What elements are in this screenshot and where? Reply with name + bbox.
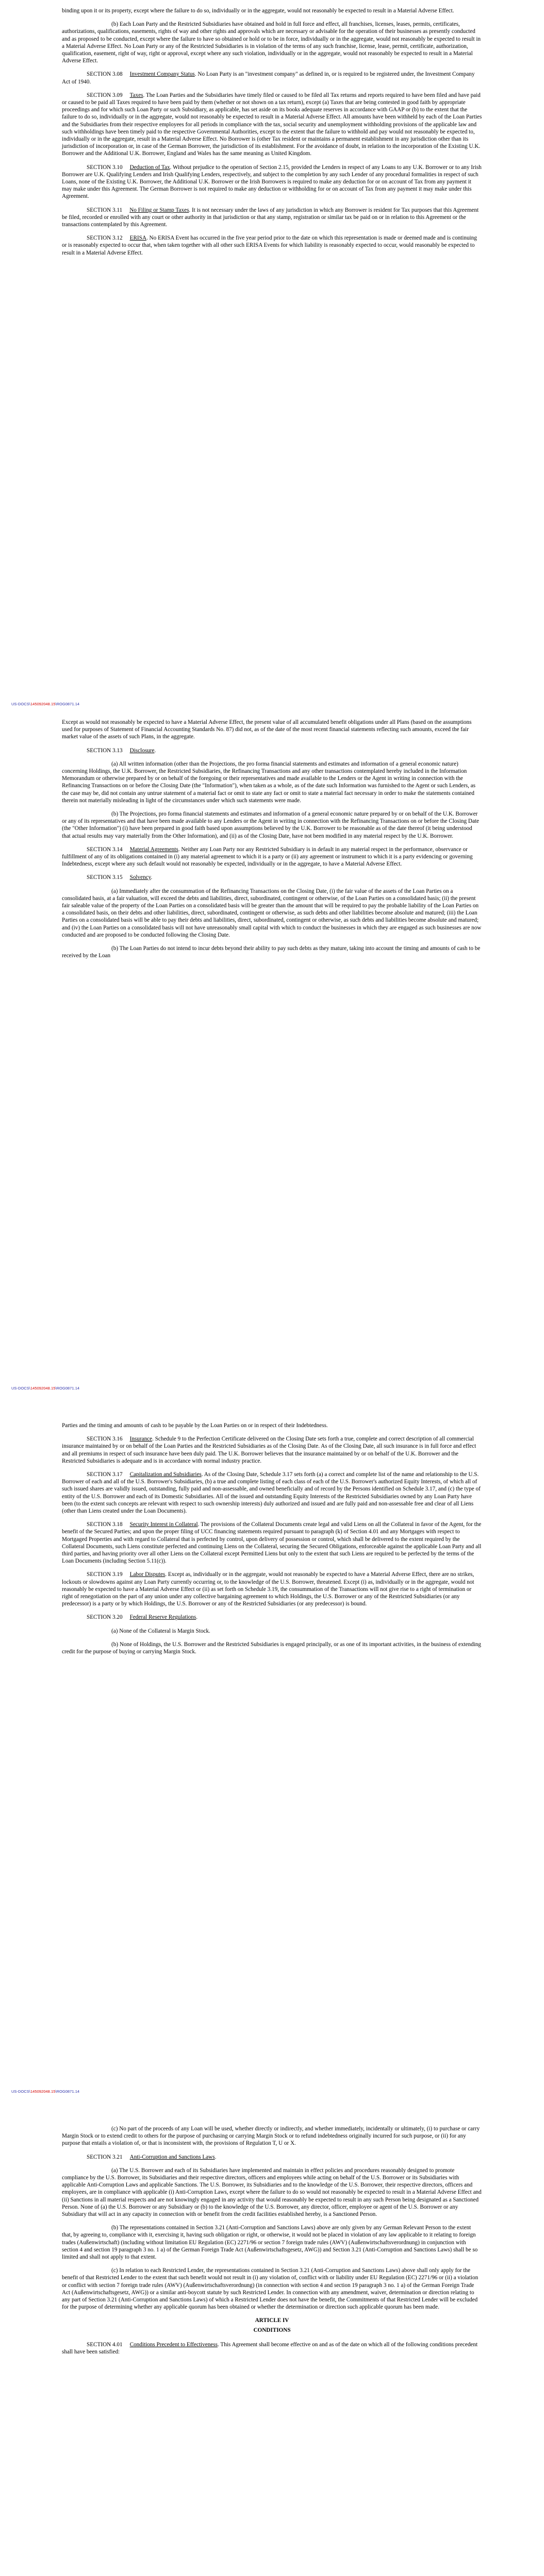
section-3-16: SECTION 3.16 Insurance. Schedule 9 to the Perfection Certificate delivered on the Closing Date sets forth a true, complete and correct description of all commercial insurance maintained by or on behalf of the Loan Parties and the Restricted Subsidiaries as of the Closing Date. As of the Closing Date, all such insurance is in full force and effect and all premiums in respect of such insurance have been duly paid. The U.K. Borrower believes that the insurance maintained by or on behalf of the U.K. Borrower and the Restricted Subsidiaries is adequate and is in accordance with normal industry practice.: [62, 1436, 476, 1464]
page-1-content: [62, 7, 482, 263]
section-3-21: SECTION 3.21 Anti-Corruption and Sanctions Laws.: [87, 2154, 217, 2160]
document-footer: US-DOCS\145092048.15\ROG0871.14: [11, 2089, 80, 2094]
paragraph: Except as would not reasonably be expected to have a Material Adverse Effect, the present value of all accumulated benefit obligations under all Plans (based on the assumptions used for purposes of Statement of Financial Accounting Standards No. 87) did not, as of the date of the most recent financial statements reflecting such amounts, exceed the fair market value of the assets of such Plans, in the aggregate.: [62, 719, 472, 740]
paragraph: (a) None of the Collateral is Margin Stock.: [111, 1628, 210, 1634]
section-title: Material Agreements: [129, 846, 178, 853]
paragraph: (a) All written information (other than the Projections, the pro forma financial statements and estimates and information of a general economic nature) concerning Holdings, the U.K. Borrower, the Restricted Subsidiaries, the Refinancing Transactions and any other transactions contemplated hereby included in the Information Memorandum or otherwise prepared by or on behalf of the foregoing or their representatives and made available to the Lenders or the Agent in writing in connection with the Refinancing Transactions on or before the Closing Date (the "Information"), when taken as a whole, as of the date such Information was furnished to the Agent or such Lenders, as the case may be, did not contain any untrue statement of a material fact or omit to state any fact or omit to state a material fact necessary in order to make the statements contained therein not materially misleading in light of the circumstances under which such statements were made.: [62, 760, 475, 804]
section-3-20: SECTION 3.20 Federal Reserve Regulations.: [87, 1614, 198, 1621]
page-3-content: [62, 1422, 482, 1662]
section-title: Taxes: [129, 92, 143, 98]
section-title: Anti-Corruption and Sanctions Laws: [129, 2154, 215, 2160]
section-3-10: SECTION 3.10 Deduction of Tax. Without prejudice to the operation of Section 2.15, provided the Lenders in respect of any Loans to any U.K. Borrower or to any Irish Borrower are U.K. Qualifying Lenders and Irish Qualifying Lenders, respectively, and subject to the completion by any such Lender of any procedural formalities in respect of such Loans, none of the Existing U.K. Borrower, the Additional U.K. Borrower or the Irish Borrowers is required to make any deduction for or on account of Tax from any payment it may make under this Agreement. The German Borrower is not required to make any deduction or withholding for or on account of Tax from any payment it may make under this Agreement.: [62, 164, 482, 200]
article-subheading: CONDITIONS: [253, 2327, 291, 2333]
paragraph: (a) The U.S. Borrower and each of its Subsidiaries have implemented and maintain in effect policies and procedures reasonably designed to promote compliance by the U.S. Borrower, its Subsidiaries and their respective directors, officers and employees while acting on behalf of the U.S. Borrower or its Subsidiaries with applicable Anti-Corruption Laws and applicable Sanctions. The U.S. Borrower, its Subsidiaries and to the knowledge of the U.S. Borrower, their respective directors, officers and employees, are in compliance with applicable (i) Anti-Corruption Laws, except where the failure to do so would not reasonably be expected to result in a Material Adverse Effect and (ii) Sanctions in all material respects and are not knowingly engaged in any activity that would reasonably be expected to result in any such Person being designated as a Sanctioned Person. None of (a) the U.S. Borrower or any Subsidiary or (b) to the knowledge of the U.S. Borrower, any director, officer, employee or agent of the U.S. Borrower or any Subsidiary that will act in any capacity in connection with or benefit from the credit facilities established hereby, is a Sanctioned Person.: [62, 2167, 482, 2218]
section-3-13: SECTION 3.13 Disclosure.: [87, 747, 156, 754]
page-4-content: [62, 2125, 482, 2362]
section-3-08: SECTION 3.08 Investment Company Status. No Loan Party is an "investment company" as defined in, or is required to be registered under, the Investment Company Act of 1940.: [62, 71, 475, 85]
section-title: Security Interest in Collateral: [129, 1521, 198, 1528]
paragraph: (b) None of Holdings, the U.S. Borrower and the Restricted Subsidiaries is engaged principally, or as one of its important activities, in the business of extending credit for the purpose of buying or carrying Margin Stock.: [62, 1641, 481, 1655]
section-3-15: SECTION 3.15 Solvency.: [87, 874, 153, 881]
document-footer: US-DOCS\145092048.15\ROG0871.14: [11, 702, 80, 706]
section-title: No Filing or Stamp Taxes: [129, 207, 189, 213]
section-3-18: SECTION 3.18 Security Interest in Collateral. The provisions of the Collateral Documents create legal and valid Liens on all the Collateral in favor of the Agent, for the benefit of the Secured Parties; and upon the proper filing of UCC financing statements required pursuant to paragraph (k) of Section 4.01 and any Mortgages with respect to Mortgaged Properties and with regard to Collateral that is perfected by control, upon delivery of possession or control, which shall be delivered to the extent required by the Collateral Documents, such Liens constitute perfected and continuing Liens on the Collateral, securing the Secured Obligations, enforceable against the applicable Loan Party and all third parties, and having priority over all other Liens on the Collateral except Permitted Liens but only to the extent that such Liens are required to be perfected by the terms of the Loan Documents (including Section 5.11(c)).: [62, 1521, 482, 1565]
section-title: Capitalization and Subsidiaries: [129, 1471, 202, 1478]
section-title: Disclosure: [129, 747, 155, 754]
section-3-09: SECTION 3.09 Taxes. The Loan Parties and the Subsidiaries have timely filed or caused to be filed all Tax returns and reports required to have been filed and have paid or caused to be paid all Taxes required to have been paid by them (whether or not shown on a tax return), except (a) Taxes that are being contested in good faith by appropriate proceedings and for which such Loan Party or such Subsidiary, as applicable, has set aside on its books adequate reserves in accordance with GAAP or (b) to the extent that the failure to do so, individually or in the aggregate, would not reasonably be expected to result in a Material Adverse Effect. All amounts have been withheld by each of the Loan Parties and the Subsidiaries from their respective employees for all periods in compliance with the tax, social security and unemployment withholding provisions of the applicable law and such withholdings have been timely paid to the respective Governmental Authorities, except to the extent that the failure to withhold and pay would not reasonably be expected to, individually or in the aggregate, result in a Material Adverse Effect. No Borrower is (other Tax resident or maintains a permanent establishment in any jurisdiction other than its jurisdiction of incorporation or, in case of the German Borrower, the jurisdiction of its establishment. For the avoidance of doubt, in relation to the incorporation of the Existing U.K. Borrower and the Additional U.K. Borrower, England and Wales has the same meaning as United Kingdom.: [62, 92, 482, 157]
section-title: Investment Company Status: [129, 71, 195, 78]
section-3-17: SECTION 3.17 Capitalization and Subsidiaries. As of the Closing Date, Schedule 3.17 sets forth (a) a correct and complete list of the name and relationship to the U.S. Borrower of each and all of the U.S. Borrower's Subsidiaries, (b) a true and complete listing of each class of each of the U.S. Borrower's authorized Equity Interests, of which all of such issued shares are validly issued, outstanding, fully paid and non-assessable, and owned beneficially and of record by the Persons identified on Schedule 3.17, and (c) the type of entity of the U.S. Borrower and each of its Domestic Subsidiaries. All of the issued and outstanding Equity Interests of the Restricted Subsidiaries owned by any Loan Party have been (to the extent such concepts are relevant with respect to such ownership interests) duly authorized and issued and are fully paid and non-assessable free and clear of all Liens (other than Liens created under the Loan Documents).: [62, 1471, 481, 1515]
paragraph: binding upon it or its property, except where the failure to do so, individually or in the aggregate, would not reasonably be expected to result in a Material Adverse Effect.: [62, 8, 454, 14]
section-title: Conditions Precedent to Effectiveness: [129, 2341, 218, 2348]
section-3-14: SECTION 3.14 Material Agreements. Neither any Loan Party nor any Restricted Subsidiary is in default in any material respect in the performance, observance or fulfillment of any of its obligations contained in (i) any material agreement to which it is a party or (ii) any agreement or instrument to which it is a party evidencing or governing Indebtedness, except where any such default would not reasonably be expected, individually or in the aggregate, to have a Material Adverse Effect.: [62, 846, 473, 868]
paragraph: Parties and the timing and amounts of cash to be payable by the Loan Parties on or in respect of their Indebtedness.: [62, 1422, 328, 1429]
section-3-12: SECTION 3.12 ERISA. No ERISA Event has occurred in the five year period prior to the date on which this representation is made or deemed made and is continuing or is reasonably expected to occur that, when taken together with all other such ERISA Events for which liability is reasonably expected to occur, would reasonably be expected to result in a Material Adverse Effect.: [62, 235, 477, 256]
section-title: Federal Reserve Regulations: [129, 1614, 196, 1621]
section-title: Labor Disputes: [129, 1571, 166, 1578]
section-title: ERISA: [129, 235, 146, 242]
paragraph: (b) The Projections, pro forma financial statements and estimates and information of a general economic nature prepared by or on behalf of the U.K. Borrower or any of its representatives and that have been made available to any Lenders or the Agent in writing in connection with the Refinancing Transactions on or before the Closing Date (the "Other Information") (i) have been prepared in good faith based upon assumptions believed by the U.K. Borrower to be reasonable as of the date thereof (it being understood that actual results may vary materially from the Other Information), and (ii) as of the Closing Date, have not been modified in any material respect by the U.K. Borrower.: [62, 811, 480, 839]
paragraph: (b) Each Loan Party and the Restricted Subsidiaries have obtained and hold in full force and effect, all franchises, licenses, leases, permits, certificates, authorizations, qualifications, easements, rights of way and other rights and approvals which are necessary or advisable for the operation of their businesses as presently conducted and as proposed to be conducted, except where the failure to have so obtained or hold or to be in force, individually or in the aggregate, would not reasonably be expected to result in a Material Adverse Effect. No Loan Party or any of the Restricted Subsidiaries is in violation of the terms of any such franchise, license, lease, permit, certificate, authorization, qualification, easement, right of way, right or approval, except where any such violation, individually or in the aggregate, would not reasonably be expected to result in a Material Adverse Effect.: [62, 21, 481, 64]
paragraph: (b) The Loan Parties do not intend to incur debts beyond their ability to pay such debts as they mature, taking into account the timing and amounts of cash to be received by the Loan: [62, 945, 481, 959]
article-heading: ARTICLE IV: [255, 2317, 289, 2324]
paragraph: (c) No part of the proceeds of any Loan will be used, whether directly or indirectly, and whether immediately, incidentally or ultimately, (i) to purchase or carry Margin Stock or to extend credit to others for the purpose of purchasing or carrying Margin Stock or to refund indebtedness originally incurred for such purpose, or (ii) for any purpose that entails a violation of, or that is inconsistent with, the provisions of Regulation T, U or X.: [62, 2126, 480, 2147]
section-title: Solvency: [129, 874, 151, 881]
paragraph: (c) In relation to each Restricted Lender, the representations contained in Section 3.21 (Anti-Corruption and Sanctions Laws) above shall only apply for the benefit of that Restricted Lender to the extent that such benefit would not result in (i) any violation of, conflict with or liability under EU Regulation (EC) 2271/96 or (ii) a violation or conflict with section 7 foreign trade rules (AWV) (Außenwirtschaftsverordnung) (in connection with section 4 and section 19 paragraph 3 no. 1 a) of the German Foreign Trade Act (Außenwirtschaftsgesetz, AWG)) or a similar anti-boycott statute by such Restricted Lender. In connection with any amendment, waiver, determination or direction relating to any part of Section 3.21 (Anti-Corruption and Sanctions Laws) of which a Restricted Lender does not have the benefit, the Commitments of that Restricted Lender will be excluded for the purpose of determining whether any applicable quorum has been obtained or whether the determination or direction such applicable quorum has been made.: [62, 2267, 479, 2311]
paragraph: (a) Immediately after the consummation of the Refinancing Transactions on the Closing Date, (i) the fair value of the assets of the Loan Parties on a consolidated basis, at a fair valuation, will exceed the debts and liabilities, direct, subordinated, contingent or otherwise, of the Loan Parties on a consolidated basis; (ii) the present fair saleable value of the property of the Loan Parties on a consolidated basis will be greater than the amount that will be required to pay the probable liability of the Loan Parties on a consolidated basis, on their debts and other liabilities, direct, subordinated, contingent or otherwise, as such debts and other liabilities become absolute and matured; (iii) the Loan Parties on a consolidated basis will be able to pay their debts and liabilities, direct, subordinated, contingent or otherwise, as such debts and liabilities become absolute and matured; and (iv) the Loan Parties on a consolidated basis will not have unreasonably small capital with which to conduct the businesses in which they are engaged as such businesses are now conducted and are proposed to be conducted following the Closing Date.: [62, 888, 482, 938]
document-footer: US-DOCS\145092048.15\ROG0871.14: [11, 1386, 80, 1391]
paragraph: (b) The representations contained in Section 3.21 (Anti-Corruption and Sanctions Laws) above are only given by any German Relevant Person to the extent that, by agreeing to, compliance with it, exercising it, having such obligation or right, or otherwise, it would not be placed in violation of any law applicable to it relating to foreign trades (Außenwirtschaft) (including without limitation EU Regulation (EC) 2271/96 or section 7 foreign trade rules (AWV) (Außenwirtschaftsverordnung) in conjunction with section 4 and section 19 paragraph 3 no. 1 a) of the German Foreign Trade Act (Außenwirtschaftsgesetz, AWG)) and Section 3.21 (Anti-Corruption and Sanctions Laws) shall be so limited and shall not apply to that extent.: [62, 2225, 478, 2261]
section-title: Insurance: [129, 1436, 153, 1443]
section-4-01: SECTION 4.01 Conditions Precedent to Effectiveness. This Agreement shall become effective on and as of the date on which all of the following conditions precedent shall have been satisfied:: [62, 2341, 478, 2355]
page-2-content: [62, 719, 482, 965]
section-3-11: SECTION 3.11 No Filing or Stamp Taxes. It is not necessary under the laws of any jurisdiction in which any Borrower is resident for Tax purposes that this Agreement be filed, recorded or enrolled with any court or other authority in that jurisdiction or that any stamp, registration or similar tax be paid on or in relation to this Agreement or the transactions contemplated by this Agreement.: [62, 207, 479, 228]
section-3-19: SECTION 3.19 Labor Disputes. Except as, individually or in the aggregate, would not reasonably be expected to have a Material Adverse Effect, there are no strikes, lockouts or slowdowns against any Loan Party currently occurring or, to the knowledge of the U.S. Borrower, threatened. Except (i) as, individually or in the aggregate, would not reasonably be expected to have a Material Adverse Effect or (ii) as set forth on Schedule 3.19, the consummation of the Transactions will not give rise to a right of termination or right of renegotiation on the part of any union under any collective bargaining agreement to which Holdings, the U.S. Borrower or any of the Restricted Subsidiaries (or any predecessor) is a party or by which Holdings, the U.S. Borrower or any of the Restricted Subsidiaries (or any predecessor) is bound.: [62, 1571, 474, 1607]
section-title: Deduction of Tax: [129, 164, 170, 171]
